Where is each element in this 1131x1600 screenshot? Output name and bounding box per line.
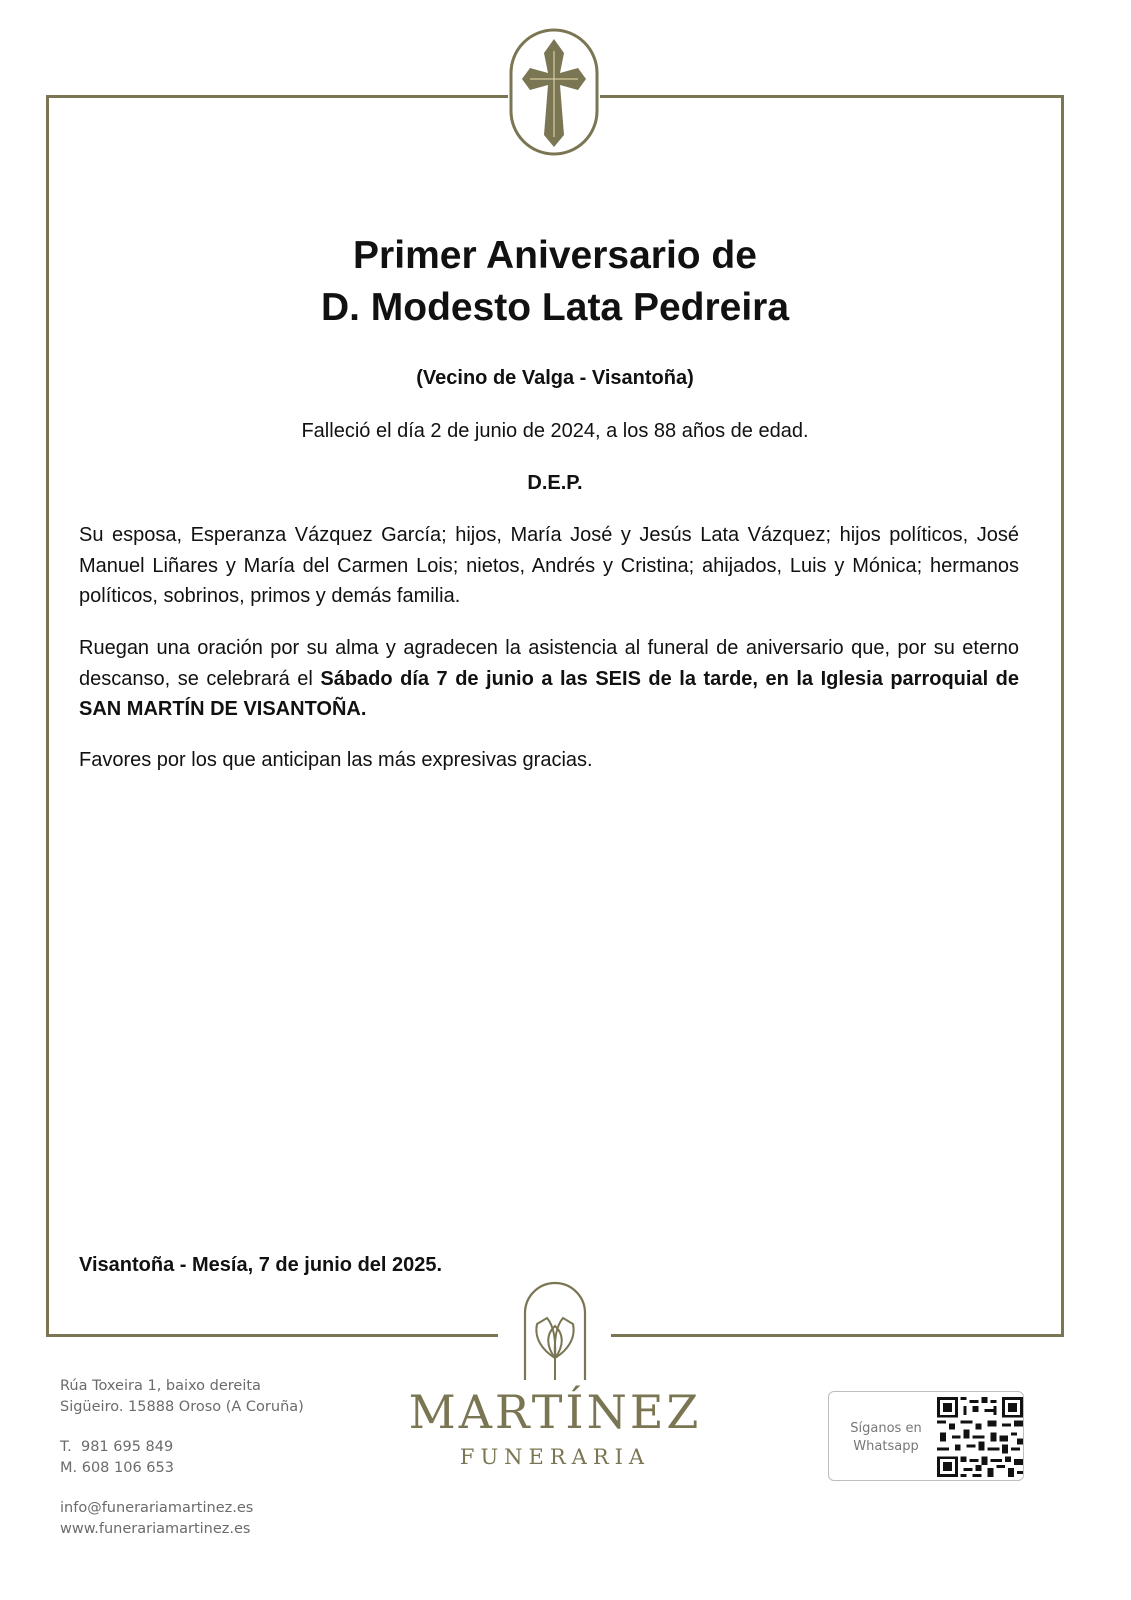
family-paragraph: Su esposa, Esperanza Vázquez García; hijos, María José y Jesús Lata Vázquez; hijos políticos, José Manuel Liñares y María del Carmen Lois; nietos, Andrés y Cristina; ahijados, Luis y Mónica; hermanos políticos, sobrinos, primos y demás familia. [79, 524, 1019, 607]
website-link[interactable]: www.funerariamartinez.es [60, 1520, 251, 1537]
whatsapp-label [837, 1420, 935, 1456]
whatsapp-qr-box[interactable] [828, 1391, 1024, 1481]
phone-number: T. 981 695 849 [60, 1439, 174, 1455]
thanks-paragraph: Favores por los que anticipan las más expresivas gracias. [79, 749, 593, 771]
email-link[interactable]: info@funerariamartinez.es [60, 1500, 254, 1516]
dep-label: D.E.P. [527, 472, 583, 494]
contact-block [60, 1376, 304, 1539]
whatsapp-label-line-2: Whatsapp [853, 1439, 919, 1454]
lotus-icon [522, 1280, 588, 1380]
brand-name: MARTÍNEZ [408, 1385, 702, 1439]
address-line-1: Rúa Toxeira 1, baixo dereita [60, 1378, 261, 1394]
qr-code-icon[interactable] [937, 1397, 1023, 1477]
service-details: Sábado día 7 de junio a las SEIS de la tarde, en la Iglesia parroquial de SAN MARTÍN DE VISANTOÑA. [79, 667, 1020, 720]
service-intro: Ruegan una oración por su alma y agradecen la asistencia al funeral de aniversario que, por su eterno descanso, se celebrará el [79, 637, 1019, 690]
title-line-2: D. Modesto Lata Pedreira [320, 286, 790, 329]
subtitle: (Vecino de Valga - Visantoña) [416, 367, 694, 389]
brand-subtitle: FUNERARIA [459, 1445, 651, 1469]
death-date-line: Falleció el día 2 de junio de 2024, a los 88 años de edad. [301, 420, 809, 442]
cross-icon [508, 27, 600, 157]
whatsapp-label-line-1: Síganos en [850, 1421, 922, 1436]
brand-logo [380, 1384, 730, 1472]
signoff-date: Visantoña - Mesía, 7 de junio del 2025. [79, 1254, 443, 1276]
page-title [46, 230, 1064, 334]
service-paragraph [79, 633, 1019, 725]
address-line-2: Sigüeiro. 15888 Oroso (A Coruña) [60, 1398, 304, 1415]
title-line-1: Primer Aniversario de [353, 234, 757, 277]
mobile-number: M. 608 106 653 [60, 1459, 174, 1476]
